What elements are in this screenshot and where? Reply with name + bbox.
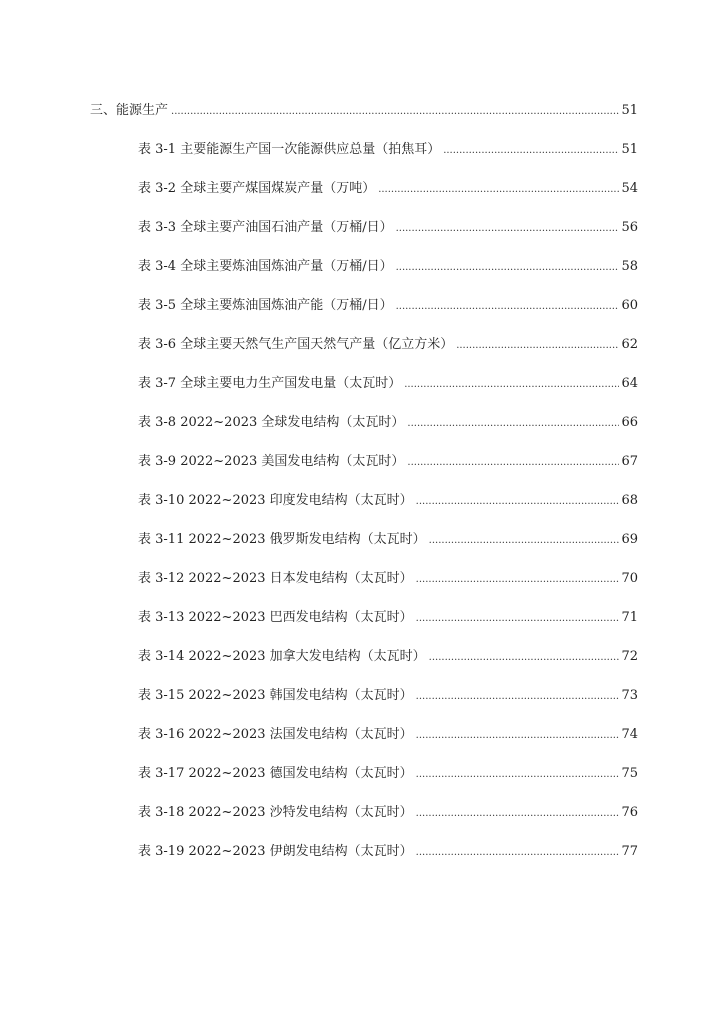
toc-entry-label: 表 3-5 全球主要炼油国炼油产能（万桶/日） xyxy=(138,298,393,313)
toc-entry-label: 表 3-2 全球主要产煤国煤炭产量（万吨） xyxy=(138,181,376,196)
toc-page-number: 77 xyxy=(621,844,638,859)
toc-entry-label: 表 3-16 2022~2023 法国发电结构（太瓦时） xyxy=(138,727,413,742)
dot-leader xyxy=(416,686,620,708)
toc-entry-label: 表 3-9 2022~2023 美国发电结构（太瓦时） xyxy=(138,454,405,469)
toc-section-label: 三、能源生产 xyxy=(90,103,169,118)
dot-leader xyxy=(416,569,620,591)
toc-page-number: 58 xyxy=(621,259,638,274)
toc-entry[interactable] xyxy=(138,295,638,317)
toc-entry[interactable] xyxy=(138,256,638,278)
dot-leader xyxy=(416,491,620,513)
toc-entry-label: 表 3-6 全球主要天然气生产国天然气产量（亿立方米） xyxy=(138,337,454,352)
dot-leader xyxy=(416,725,620,747)
toc-page-number: 75 xyxy=(621,766,638,781)
dot-leader xyxy=(404,374,619,396)
toc-page-number: 74 xyxy=(621,727,638,742)
toc-entry-label: 表 3-7 全球主要电力生产国发电量（太瓦时） xyxy=(138,376,402,391)
toc-entry[interactable] xyxy=(138,646,638,668)
toc-entry[interactable] xyxy=(138,529,638,551)
dot-leader xyxy=(416,764,620,786)
toc-entry[interactable] xyxy=(138,334,638,356)
dot-leader xyxy=(416,608,620,630)
toc-page-number: 67 xyxy=(621,454,638,469)
dot-leader xyxy=(429,647,620,669)
dot-leader xyxy=(396,257,620,279)
toc-entry-label: 表 3-18 2022~2023 沙特发电结构（太瓦时） xyxy=(138,805,413,820)
dot-leader xyxy=(416,803,620,825)
toc-entry[interactable] xyxy=(138,685,638,707)
toc-page-number: 70 xyxy=(621,571,638,586)
toc-entry-label: 表 3-11 2022~2023 俄罗斯发电结构（太瓦时） xyxy=(138,532,426,547)
toc-page-number: 76 xyxy=(621,805,638,820)
toc-entry[interactable] xyxy=(138,139,638,161)
toc-page-number: 72 xyxy=(621,649,638,664)
toc-entry[interactable] xyxy=(138,490,638,512)
toc-section-energy-production[interactable] xyxy=(90,100,638,122)
toc-entry[interactable] xyxy=(138,373,638,395)
toc-page-number: 73 xyxy=(621,688,638,703)
toc-entry[interactable] xyxy=(138,451,638,473)
dot-leader xyxy=(396,218,620,240)
toc-entry[interactable] xyxy=(138,568,638,590)
dot-leader xyxy=(407,413,619,435)
toc-entry-label: 表 3-15 2022~2023 韩国发电结构（太瓦时） xyxy=(138,688,413,703)
toc-page-number: 64 xyxy=(621,376,638,391)
toc-page-number: 68 xyxy=(621,493,638,508)
toc-entry[interactable] xyxy=(138,763,638,785)
dot-leader xyxy=(456,335,619,357)
toc-entry[interactable] xyxy=(138,412,638,434)
toc-entry-label: 表 3-8 2022~2023 全球发电结构（太瓦时） xyxy=(138,415,405,430)
dot-leader xyxy=(396,296,620,318)
toc-entry-label: 表 3-14 2022~2023 加拿大发电结构（太瓦时） xyxy=(138,649,426,664)
dot-leader xyxy=(407,452,619,474)
toc-page-number: 54 xyxy=(621,181,638,196)
dot-leader xyxy=(171,101,619,123)
dot-leader xyxy=(378,179,619,201)
toc-entry[interactable] xyxy=(138,724,638,746)
dot-leader xyxy=(429,530,620,552)
toc-entry[interactable] xyxy=(138,178,638,200)
toc-page-number: 69 xyxy=(621,532,638,547)
toc-entry-label: 表 3-13 2022~2023 巴西发电结构（太瓦时） xyxy=(138,610,413,625)
toc-entry[interactable] xyxy=(138,802,638,824)
toc-page-number: 71 xyxy=(621,610,638,625)
toc-entry[interactable] xyxy=(138,841,638,863)
toc-page-number: 51 xyxy=(621,142,638,157)
toc-entry-label: 表 3-19 2022~2023 伊朗发电结构（太瓦时） xyxy=(138,844,413,859)
toc-entry-label: 表 3-17 2022~2023 德国发电结构（太瓦时） xyxy=(138,766,413,781)
toc-entry-label: 表 3-1 主要能源生产国一次能源供应总量（拍焦耳） xyxy=(138,142,441,157)
toc-page-number: 60 xyxy=(621,298,638,313)
toc-page-number: 62 xyxy=(621,337,638,352)
toc-page-number: 51 xyxy=(621,103,638,118)
toc-entry-label: 表 3-10 2022~2023 印度发电结构（太瓦时） xyxy=(138,493,413,508)
toc-entry-label: 表 3-4 全球主要炼油国炼油产量（万桶/日） xyxy=(138,259,393,274)
toc-page-number: 66 xyxy=(621,415,638,430)
toc-entry[interactable] xyxy=(138,217,638,239)
toc-entry-label: 表 3-12 2022~2023 日本发电结构（太瓦时） xyxy=(138,571,413,586)
dot-leader xyxy=(443,140,619,162)
toc-page-number: 56 xyxy=(621,220,638,235)
toc-entry[interactable] xyxy=(138,607,638,629)
dot-leader xyxy=(416,842,620,864)
toc-entry-label: 表 3-3 全球主要产油国石油产量（万桶/日） xyxy=(138,220,393,235)
